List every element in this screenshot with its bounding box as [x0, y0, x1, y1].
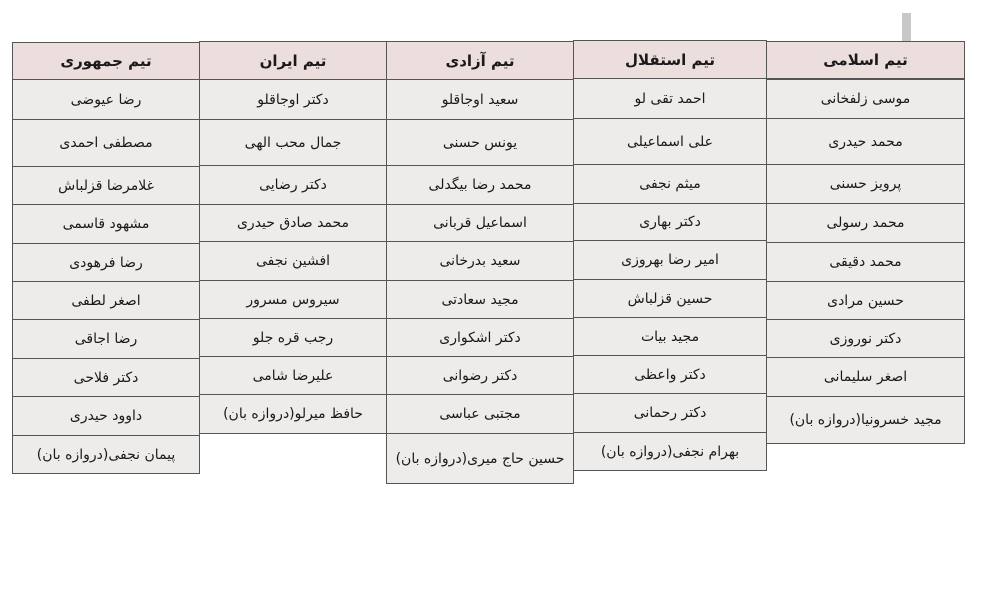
player-cell: دکتر اوجاقلو: [199, 79, 387, 120]
player-cell: دکتر اشکواری: [386, 318, 574, 357]
player-cell: دکتر رضایی: [199, 165, 387, 205]
player-cell: مصطفی احمدی: [12, 119, 200, 167]
player-cell: محمد دقیقی: [766, 242, 965, 282]
player-cell: رضا عیوضی: [12, 79, 200, 120]
player-cell: علیرضا شامی: [199, 356, 387, 395]
player-cell: دکتر رضوانی: [386, 356, 574, 395]
player-cell: محمد صادق حیدری: [199, 204, 387, 242]
player-cell: رجب قره جلو: [199, 318, 387, 357]
team-header: تیم اسلامی: [766, 41, 965, 79]
player-cell: پرویز حسنی: [766, 164, 965, 204]
player-cell: رضا اجاقی: [12, 319, 200, 359]
player-cell: محمد رضا بیگدلی: [386, 165, 574, 205]
player-cell: پیمان نجفی(دروازه بان): [12, 435, 200, 474]
player-cell: سعید بدرخانی: [386, 241, 574, 281]
player-cell: دکتر واعظی: [573, 355, 767, 394]
player-cell: افشین نجفی: [199, 241, 387, 281]
player-cell: احمد تقی لو: [573, 78, 767, 119]
player-cell: سعید اوجاقلو: [386, 79, 574, 120]
player-cell: مجید خسرونیا(دروازه بان): [766, 396, 965, 444]
team-header: تیم جمهوری: [12, 42, 200, 80]
player-cell: سیروس مسرور: [199, 280, 387, 319]
player-cell: دکتر فلاحی: [12, 358, 200, 397]
player-cell: حافظ میرلو(دروازه بان): [199, 394, 387, 434]
player-cell: میثم نجفی: [573, 164, 767, 204]
player-cell: مجید سعادتی: [386, 280, 574, 319]
player-cell: حسین حاج میری(دروازه بان): [386, 433, 574, 484]
player-cell: حسین قزلباش: [573, 279, 767, 318]
player-cell: اصغر سلیمانی: [766, 357, 965, 397]
player-cell: مجتبی عباسی: [386, 394, 574, 434]
player-cell: رضا فرهودی: [12, 243, 200, 282]
player-cell: مشهود قاسمی: [12, 204, 200, 244]
player-cell: اصغر لطفی: [12, 281, 200, 320]
player-cell: دکتر رحمانی: [573, 393, 767, 433]
player-cell: محمد حیدری: [766, 118, 965, 165]
player-cell: غلامرضا قزلباش: [12, 166, 200, 205]
player-cell: بهرام نجفی(دروازه بان): [573, 432, 767, 471]
team-header: تیم آزادی: [386, 41, 574, 80]
player-cell: موسی زلفخانی: [766, 79, 965, 119]
player-cell: مجید بیات: [573, 317, 767, 356]
player-cell: دکتر نوروزی: [766, 319, 965, 358]
player-cell: یونس حسنی: [386, 119, 574, 166]
team-header: تیم استقلال: [573, 40, 767, 79]
team-header: تیم ایران: [199, 41, 387, 80]
player-cell: اسماعیل قربانی: [386, 204, 574, 242]
player-cell: علی اسماعیلی: [573, 118, 767, 165]
player-cell: جمال محب الهی: [199, 119, 387, 166]
player-cell: داوود حیدری: [12, 396, 200, 436]
player-cell: امیر رضا بهروزی: [573, 240, 767, 280]
player-cell: محمد رسولی: [766, 203, 965, 243]
player-cell: حسین مرادی: [766, 281, 965, 320]
player-cell: دکتر بهاری: [573, 203, 767, 241]
